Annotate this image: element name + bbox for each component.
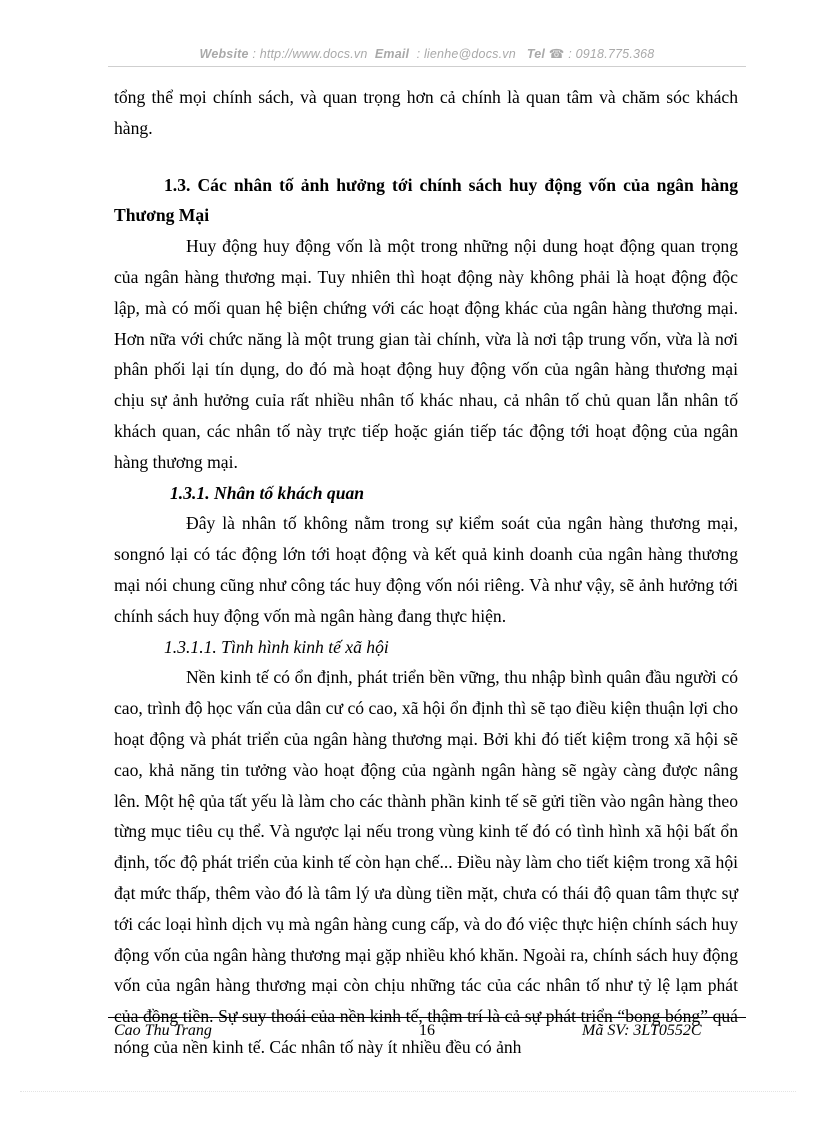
header-divider <box>108 66 746 67</box>
document-body <box>114 82 738 1063</box>
section-heading-1-3-1-1: 1.3.1.1. Tình hình kinh tế xã hội <box>164 636 389 657</box>
footer-page-number: 16 <box>419 1022 435 1039</box>
section-heading-1-3-1: 1.3.1. Nhân tố khách quan <box>170 482 365 503</box>
footer-divider <box>108 1017 746 1018</box>
page-footer <box>114 1022 714 1042</box>
section-heading-1-3: 1.3. Các nhân tố ảnh hưởng tới chính sách huy động vốn của ngân hàng Thương Mại <box>114 174 738 226</box>
footer-author: Cao Thu Trang <box>114 1022 212 1039</box>
page-bottom-dotted-line <box>20 1091 796 1092</box>
paragraph-continuation: tổng thể mọi chính sách, và quan trọng hơn cả chính là quan tâm và chăm sóc khách hàng. <box>114 87 738 138</box>
paragraph-socioeconomic: Nền kinh tế có ổn định, phát triển bền vững, thu nhập bình quân đầu người có cao, trình độ học vấn của dân cư có cao, xã hội ổn định thì sẽ tạo điều kiện thuận lợi cho hoạt động và phát triển của ngân hàng thương mại. Bởi khi đó tiết kiệm trong xã hội sẽ cao, khả năng tin tưởng vào hoạt động của ngành ngân hàng sẽ ngày càng được nâng lên. Một hệ qủa tất yếu là làm cho các thành phần kinh tế sẽ gửi tiền vào ngân hàng theo từng mục tiêu cụ thể. Và ngược lại nếu trong vùng kinh tế đó có tình hình xã hội bất ổn định, tốc độ phát triển của kinh tế còn hạn chế... Điều này làm cho tiết kiệm trong xã hội đạt mức thấp, thêm vào đó là tâm lý ưa dùng tiền mặt, chưa có thái độ quan tâm thực sự tới các loại hình dịch vụ mà ngân hàng cung cấp, và do đó việc thực hiện chính sách huy động vốn của ngân hàng thương mại gặp nhiều khó khăn. Ngoài ra, chính sách huy động vốn của ngân hàng thương mại còn chịu những tác của các nhân tố như tỷ lệ lạm phát của đồng tiền. Sự suy thoái của nền kinh tế, thậm trí là cả sự phát triển “bong bóng” quá nóng của nền kinh tế. Các nhân tố này ít nhiều đều có ảnh <box>114 667 738 1057</box>
email-value[interactable]: : lienhe@docs.vn <box>416 47 516 61</box>
footer-student-id: Mã SV: 3LT0552C <box>582 1022 702 1039</box>
paragraph-objective-factors: Đây là nhân tố không nằm trong sự kiểm soát của ngân hàng thương mại, songnó lại có tác động lớn tới hoạt động và kết quả kinh doanh của ngân hàng thương mại nói chung cũng như công tác huy động vốn nói riêng. Và như vậy, sẽ ảnh hưởng tới chính sách huy động vốn mà ngân hàng đang thực hiện. <box>114 513 738 626</box>
email-label: Email <box>374 47 410 61</box>
tel-label: Tel <box>526 47 546 61</box>
website-value[interactable]: : http://www.docs.vn <box>252 47 368 61</box>
page-header <box>108 46 746 61</box>
tel-value: ☎ : 0918.775.368 <box>548 47 655 61</box>
website-label: Website <box>199 47 249 61</box>
paragraph-intro: Huy động huy động vốn là một trong những nội dung hoạt động quan trọng của ngân hàng thương mại. Tuy nhiên thì hoạt động này không phải là hoạt động độc lập, mà có mối quan hệ biện chứng với các hoạt động khác của ngân hàng thương mại. Hơn nữa với chức năng là một trung gian tài chính, vừa là nơi tập trung vốn, vừa là nơi phân phối lại tín dụng, do đó mà hoạt động huy động vốn của ngân hàng thương mại chịu sự ảnh hưởng cuỉa rất nhiều nhân tố khác nhau, cả nhân tố chủ quan lẫn nhân tố khách quan, các nhân tố này trực tiếp hoặc gián tiếp tác động tới hoạt động của ngân hàng thương mại. <box>114 236 738 472</box>
